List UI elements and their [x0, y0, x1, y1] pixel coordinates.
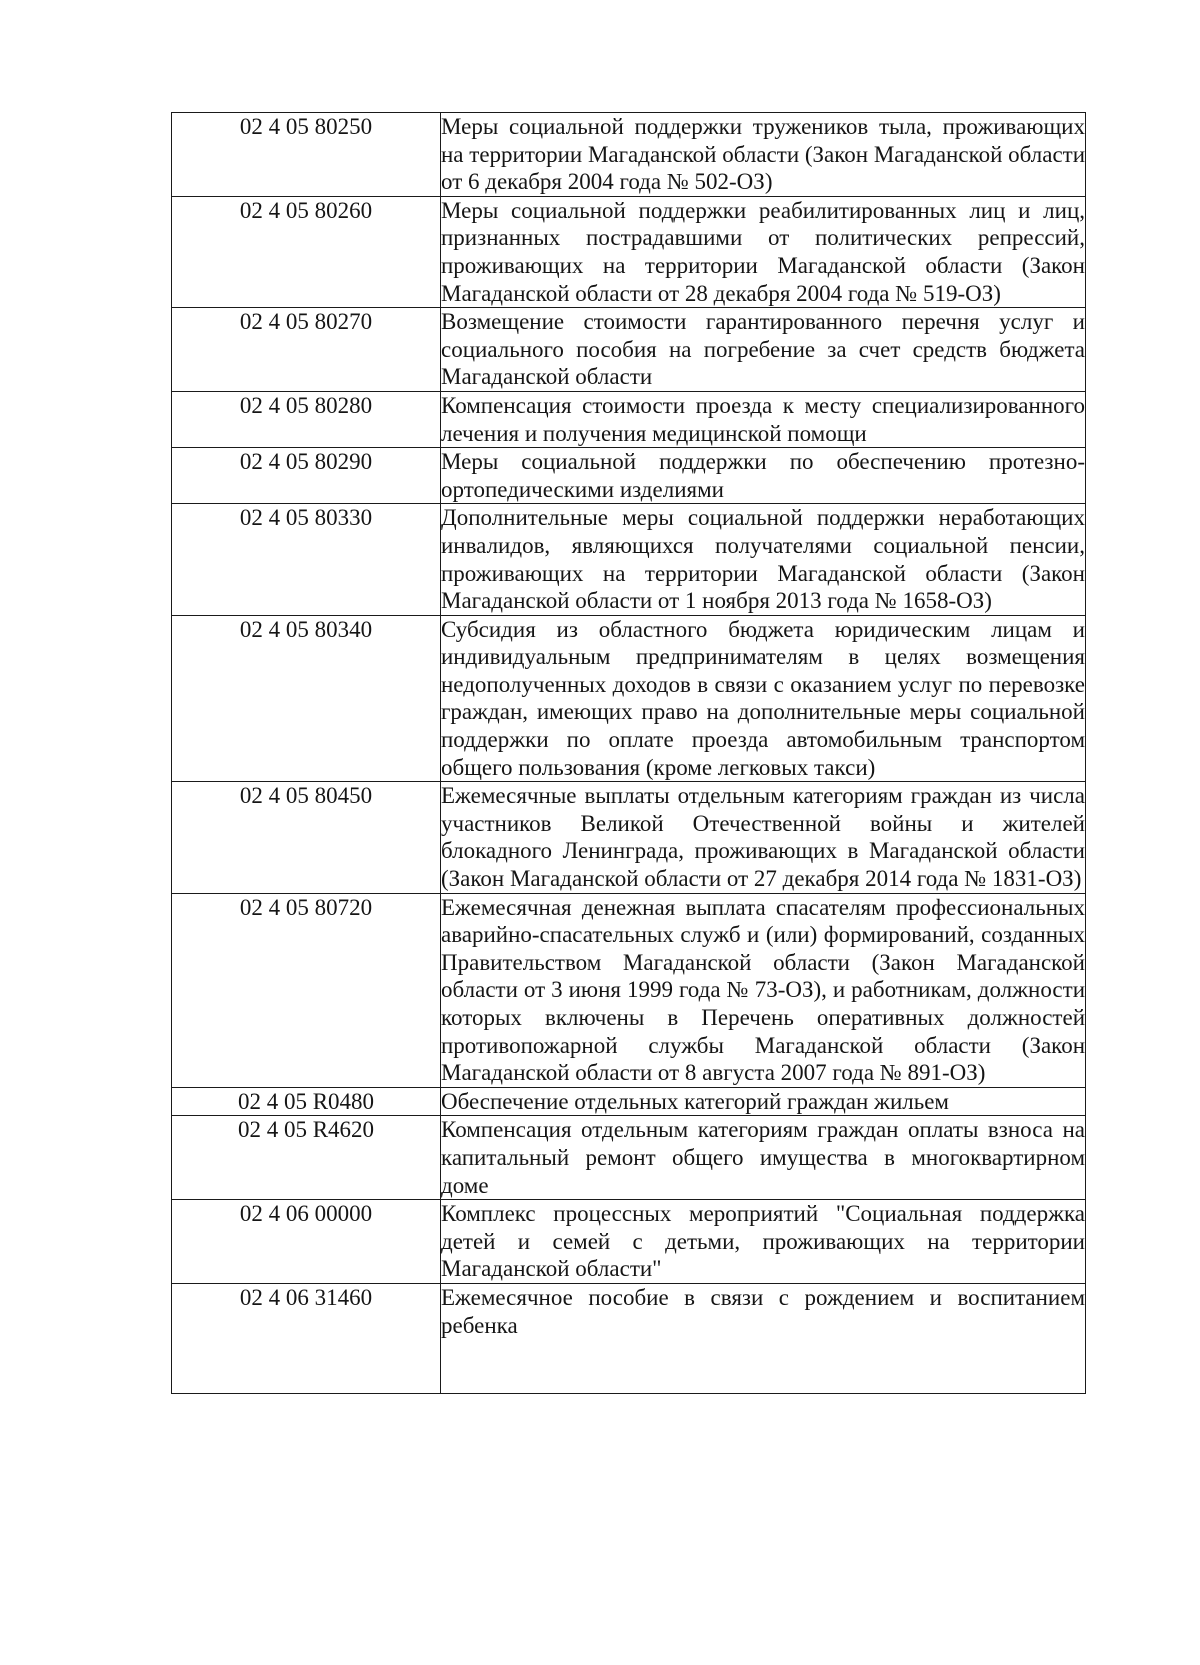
table-row	[172, 1087, 1086, 1116]
table-row	[172, 615, 1086, 782]
code-cell: 02 4 05 80290	[172, 448, 441, 504]
description-cell: Меры социальной поддержки по обеспечению протезно-ортопедическими изделиями	[441, 448, 1086, 504]
table-row	[172, 782, 1086, 893]
description-cell: Меры социальной поддержки тружеников тыла, проживающих на территории Магаданской области (Закон Магаданской области от 6 декабря 2004 года № 502-ОЗ)	[441, 113, 1086, 197]
description-cell: Ежемесячные выплаты отдельным категориям граждан из числа участников Великой Отечественной войны и жителей блокадного Ленинграда, проживающих в Магаданской области (Закон Магаданской области от 27 декабря 2014 года № 1831-ОЗ)	[441, 782, 1086, 893]
table-row	[172, 308, 1086, 392]
description-cell: Дополнительные меры социальной поддержки неработающих инвалидов, являющихся получателями социальной пенсии, проживающих на территории Магаданской области (Закон Магаданской области от 1 ноября 2013 года № 1658-ОЗ)	[441, 504, 1086, 615]
description-cell: Компенсация стоимости проезда к месту специализированного лечения и получения медицинской помощи	[441, 391, 1086, 447]
code-cell: 02 4 05 80260	[172, 196, 441, 307]
code-cell: 02 4 05 80340	[172, 615, 441, 782]
table-row	[172, 1116, 1086, 1200]
code-cell: 02 4 05 80280	[172, 391, 441, 447]
description-cell: Комплекс процессных мероприятий "Социальная поддержка детей и семей с детьми, проживающих на территории Магаданской области"	[441, 1200, 1086, 1284]
table-row	[172, 893, 1086, 1087]
budget-code-table	[171, 112, 1086, 1394]
description-cell: Меры социальной поддержки реабилитированных лиц и лиц, признанных пострадавшими от политических репрессий, проживающих на территории Магаданской области (Закон Магаданской области от 28 декабря 2004 года № 519-ОЗ)	[441, 196, 1086, 307]
table-row	[172, 391, 1086, 447]
table-row	[172, 504, 1086, 615]
table-row	[172, 1200, 1086, 1284]
description-cell: Ежемесячное пособие в связи с рождением и воспитанием ребенка	[441, 1283, 1086, 1393]
table-row	[172, 113, 1086, 197]
code-cell: 02 4 05 80450	[172, 782, 441, 893]
table-row	[172, 1283, 1086, 1393]
description-cell: Компенсация отдельным категориям граждан оплаты взноса на капитальный ремонт общего имущества в многоквартирном доме	[441, 1116, 1086, 1200]
code-cell: 02 4 05 80720	[172, 893, 441, 1087]
description-cell: Субсидия из областного бюджета юридическим лицам и индивидуальным предпринимателям в целях возмещения недополученных доходов в связи с оказанием услуг по перевозке граждан, имеющих право на дополнительные меры социальной поддержки по оплате проезда автомобильным транспортом общего пользования (кроме легковых такси)	[441, 615, 1086, 782]
table-row	[172, 448, 1086, 504]
code-cell: 02 4 06 31460	[172, 1283, 441, 1393]
code-cell: 02 4 05 80330	[172, 504, 441, 615]
code-cell: 02 4 05 80250	[172, 113, 441, 197]
table-row	[172, 196, 1086, 307]
code-cell: 02 4 06 00000	[172, 1200, 441, 1284]
code-cell: 02 4 05 80270	[172, 308, 441, 392]
code-cell: 02 4 05 R4620	[172, 1116, 441, 1200]
description-cell: Ежемесячная денежная выплата спасателям профессиональных аварийно-спасательных служб и (или) формирований, созданных Правительством Магаданской области (Закон Магаданской области от 3 июня 1999 года № 73-ОЗ), и работникам, должности которых включены в Перечень оперативных должностей противопожарной службы Магаданской области (Закон Магаданской области от 8 августа 2007 года № 891-ОЗ)	[441, 893, 1086, 1087]
code-cell: 02 4 05 R0480	[172, 1087, 441, 1116]
description-cell: Возмещение стоимости гарантированного перечня услуг и социального пособия на погребение за счет средств бюджета Магаданской области	[441, 308, 1086, 392]
description-cell: Обеспечение отдельных категорий граждан жильем	[441, 1087, 1086, 1116]
